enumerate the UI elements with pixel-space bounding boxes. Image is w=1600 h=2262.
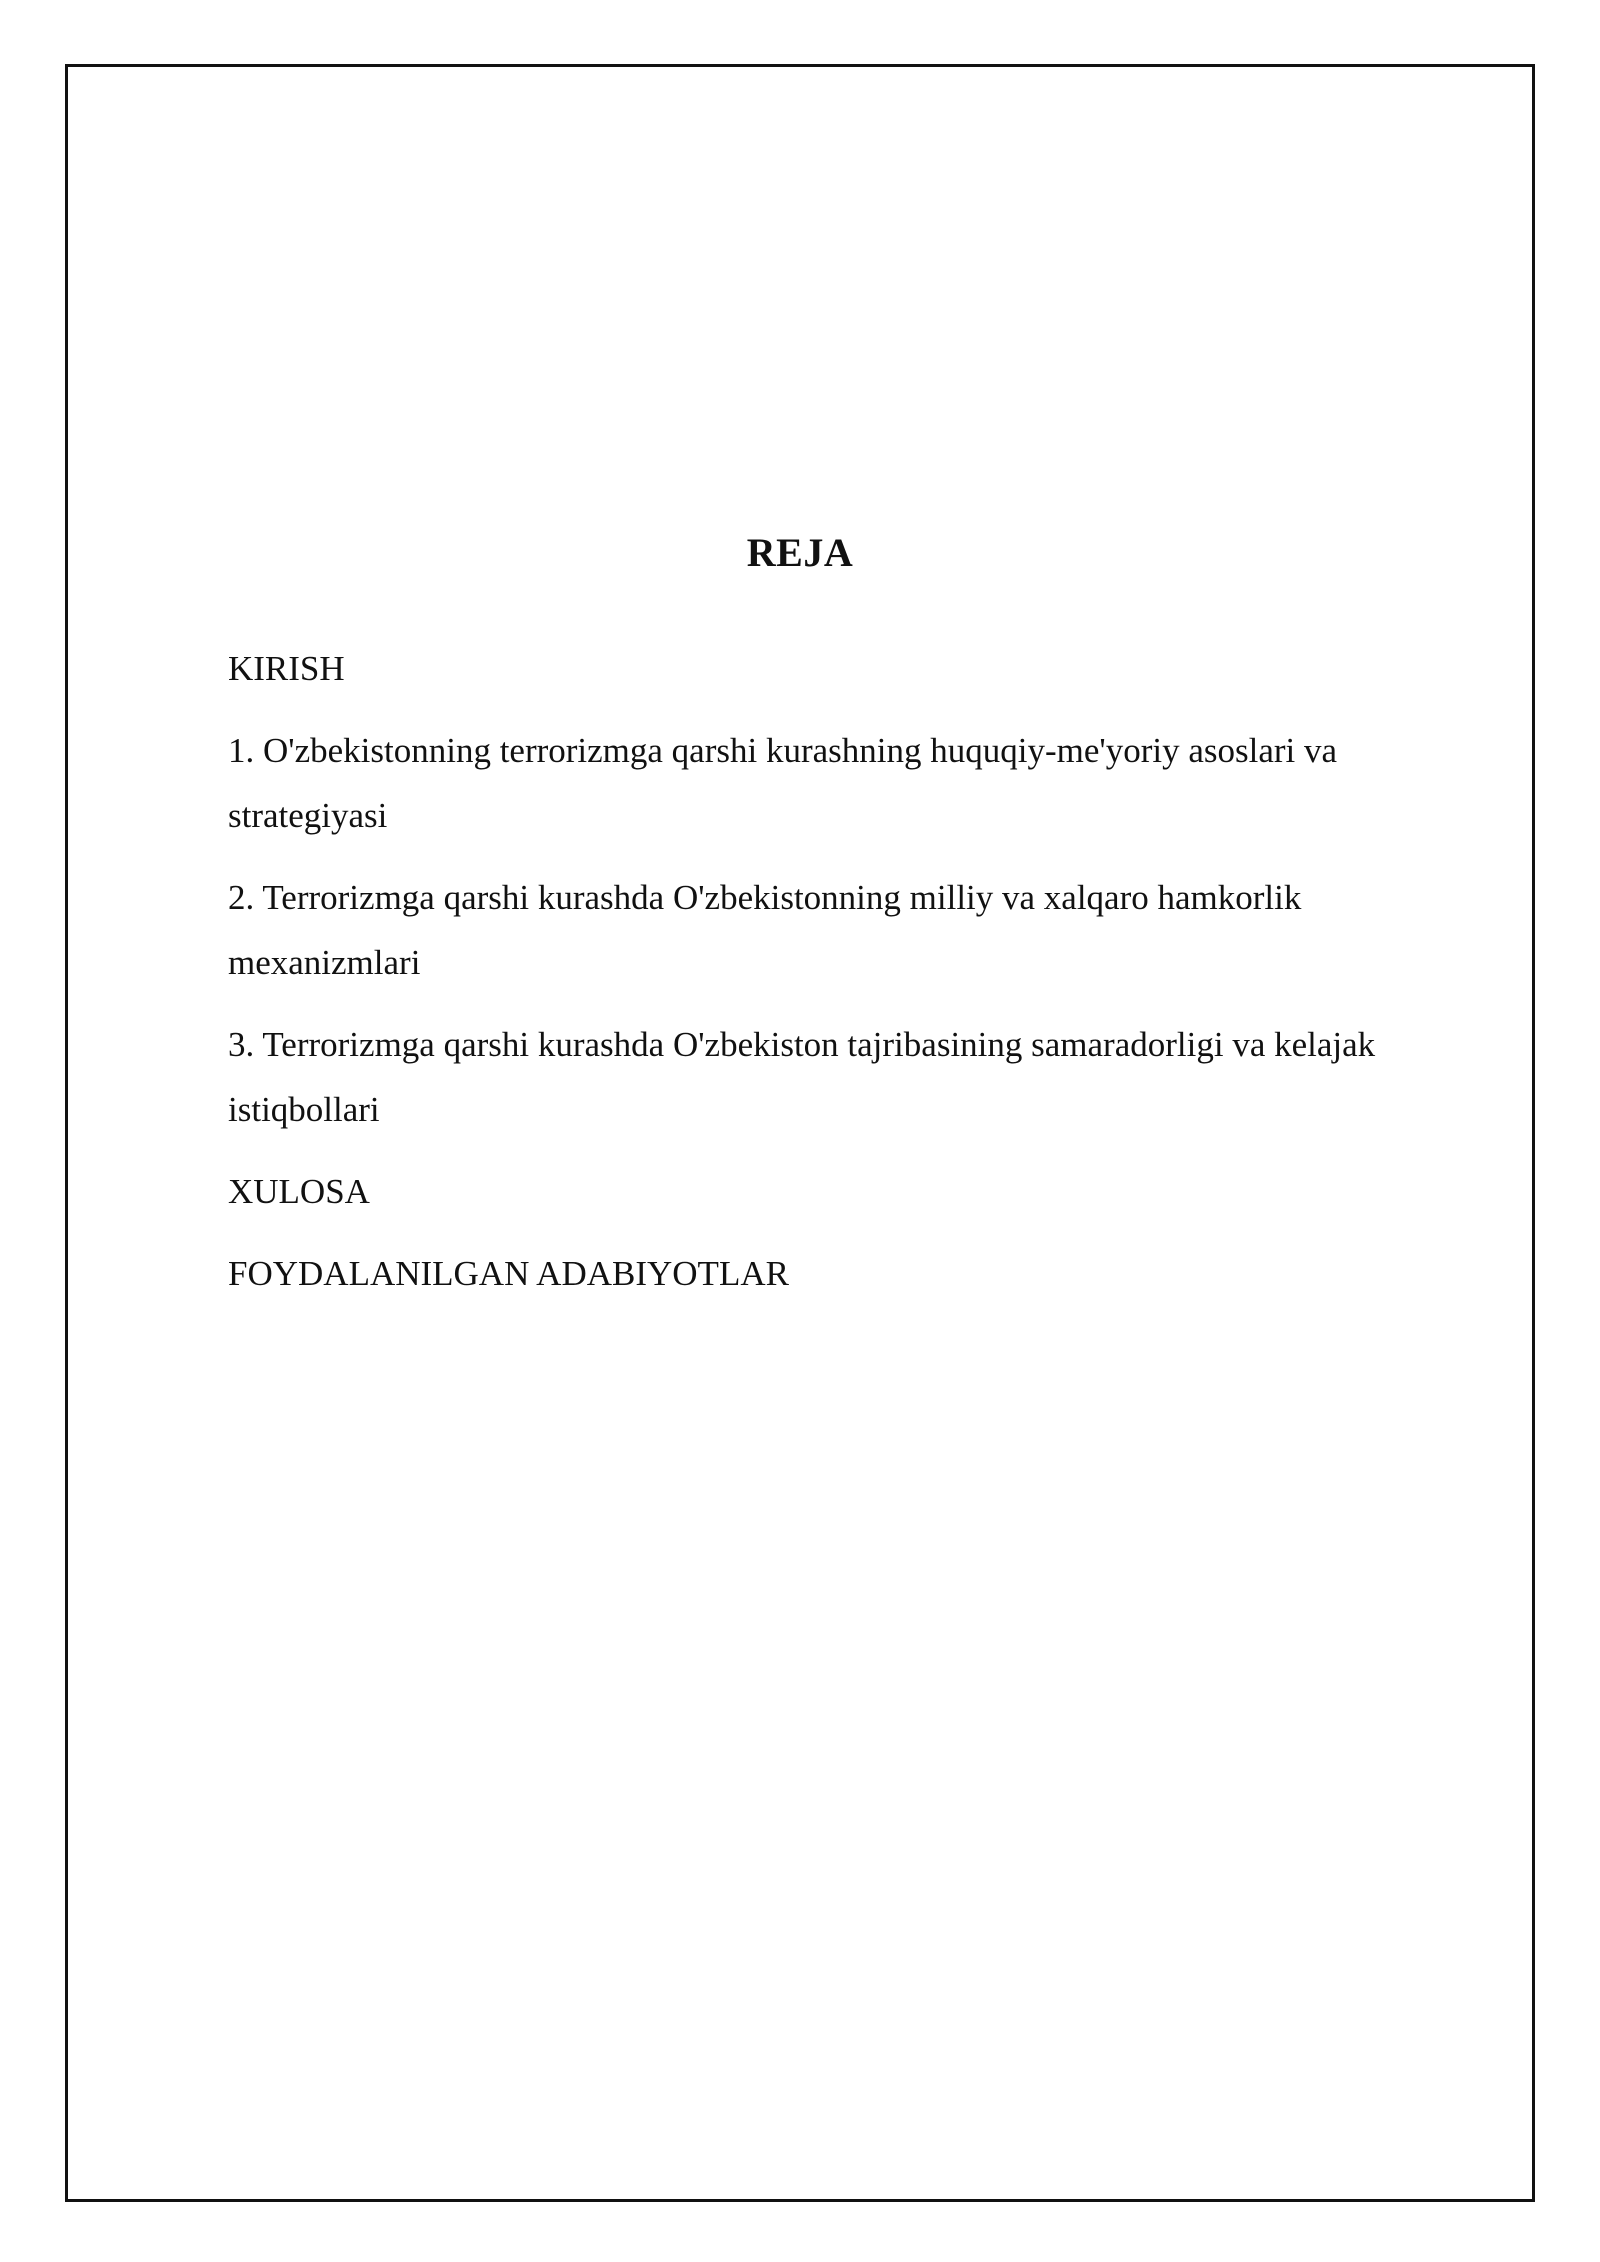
plan-item-chapter-1: 1. O'zbekistonning terrorizmga qarshi kurashning huquqiy-me'yoriy asoslari va strategiyasi xyxy=(228,731,1338,835)
page-title: REJA xyxy=(746,530,854,575)
plan-item-chapter-3: 3. Terrorizmga qarshi kurashda O'zbekiston tajribasining samaradorligi va kelajak istiqbollari xyxy=(228,1025,1376,1129)
plan-item-conclusion: XULOSA xyxy=(228,1172,370,1211)
plan-item-chapter-2: 2. Terrorizmga qarshi kurashda O'zbekistonning milliy va xalqaro hamkorlik mexanizmlari xyxy=(228,878,1302,982)
plan-list xyxy=(228,636,1493,1323)
plan-item-introduction: KIRISH xyxy=(228,649,345,688)
plan-item-references: FOYDALANILGAN ADABIYOTLAR xyxy=(228,1254,789,1293)
